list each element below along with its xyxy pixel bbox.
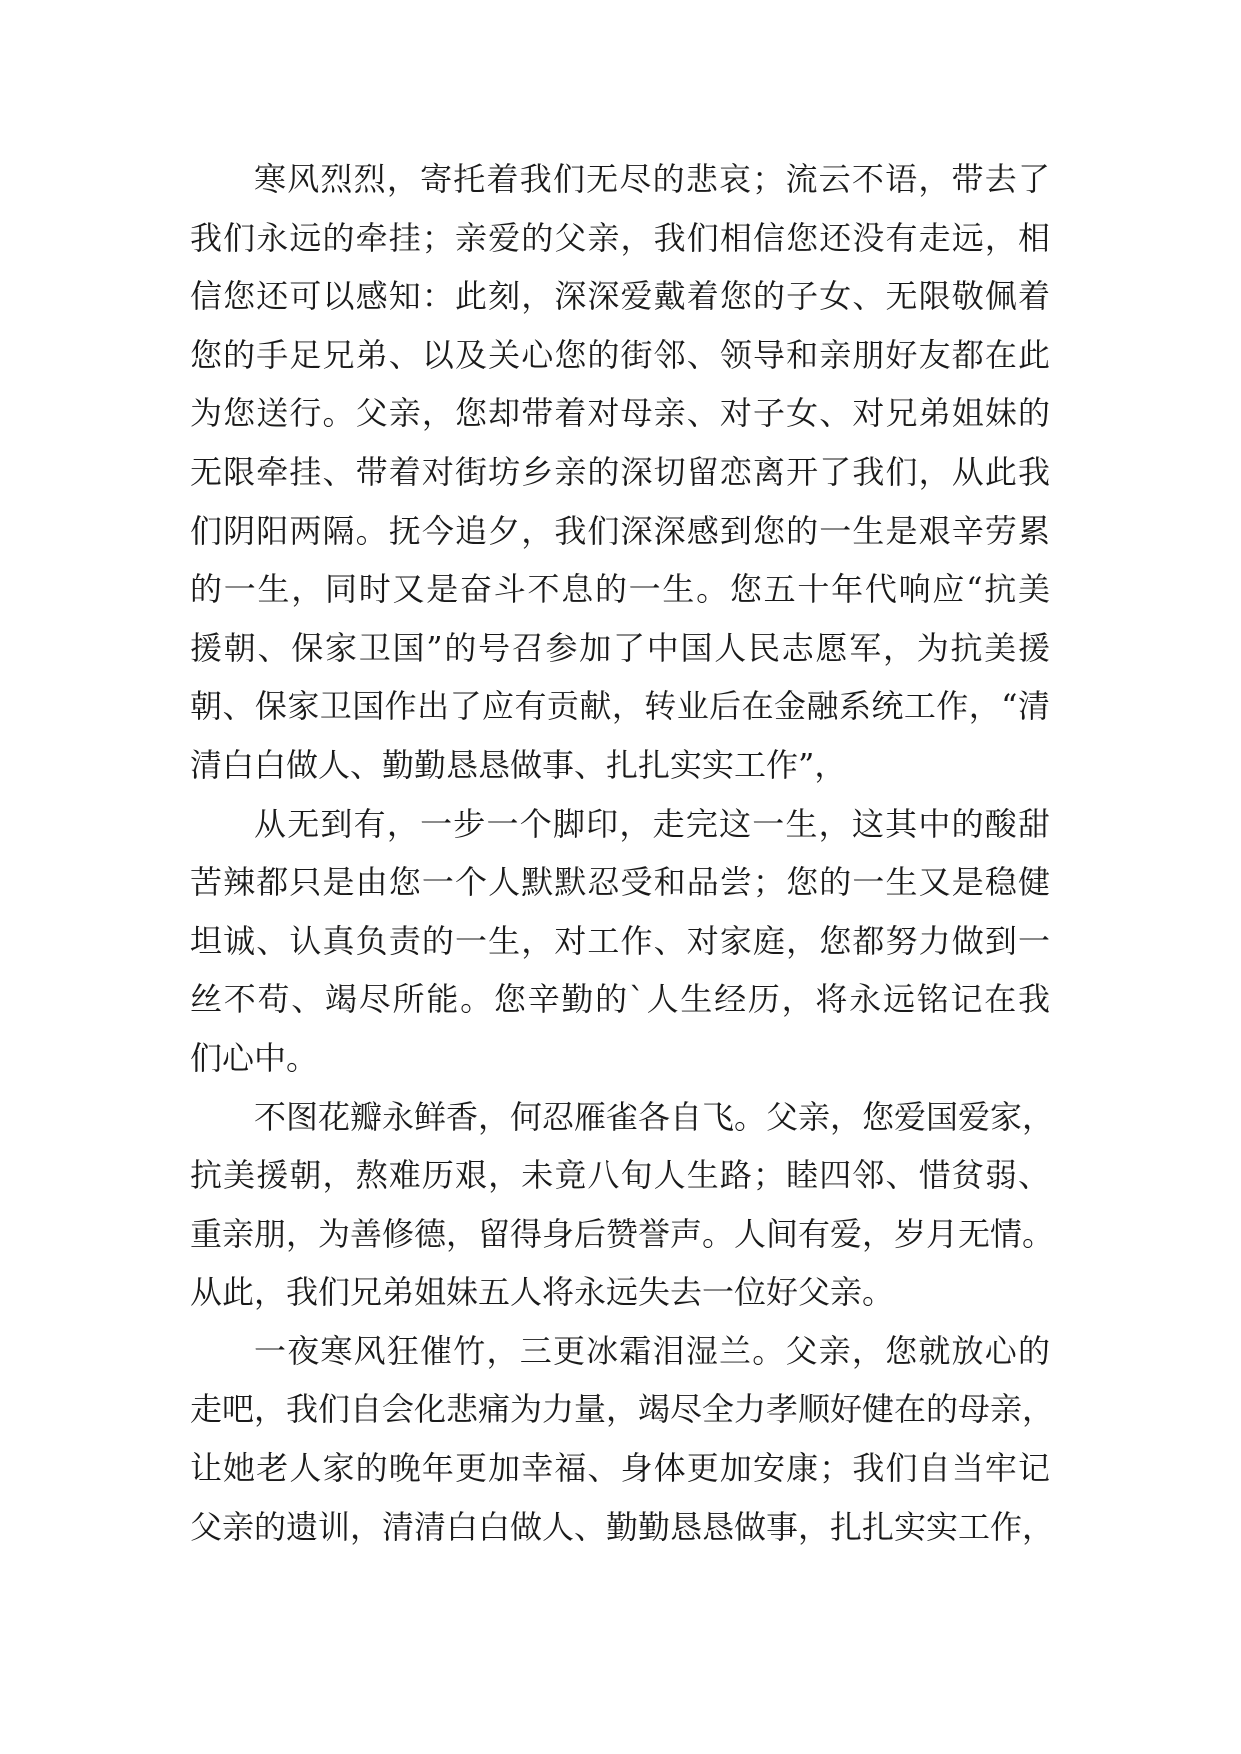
text-line: 坦诚、认真负责的一生，对工作、对家庭，您都努力做到一 xyxy=(190,921,1050,960)
text-line: 们阴阳两隔。抚今追夕，我们深深感到您的一生是艰辛劳累 xyxy=(190,511,1050,550)
text-line: 寒风烈烈，寄托着我们无尽的悲哀；流云不语，带去了 xyxy=(254,160,1050,198)
paragraph-1 xyxy=(190,150,1050,795)
text-line: 走吧，我们自会化悲痛为力量，竭尽全力孝顺好健在的母亲， xyxy=(190,1390,1055,1429)
text-line: 从此，我们兄弟姐妹五人将永远失去一位好父亲。 xyxy=(190,1273,895,1312)
text-line: 苦辣都只是由您一个人默默忍受和品尝；您的一生又是稳健 xyxy=(190,863,1050,902)
text-line: 们心中。 xyxy=(190,1038,319,1077)
text-line: 信您还可以感知：此刻，深深爱戴着您的子女、无限敬佩着 xyxy=(190,277,1050,316)
document-body xyxy=(190,150,1055,1556)
text-line: 援朝、保家卫国”的号召参加了中国人民志愿军，为抗美援 xyxy=(190,628,1050,667)
text-line: 为您送行。父亲，您却带着对母亲、对子女、对兄弟姐妹的 xyxy=(190,394,1050,433)
text-line: 朝、保家卫国作出了应有贡献，转业后在金融系统工作，“清 xyxy=(190,687,1050,726)
text-line: 您的手足兄弟、以及关心您的街邻、领导和亲朋好友都在此 xyxy=(190,335,1050,374)
text-line: 抗美援朝，熬难历艰，未竟八旬人生路；睦四邻、惜贫弱、 xyxy=(190,1156,1050,1195)
paragraph-4 xyxy=(190,1322,1055,1556)
text-line: 清白白做人、勤勤恳恳做事、扎扎实实工作”， xyxy=(190,745,847,784)
text-line: 丝不苟、竭尽所能。您辛勤的`人生经历，将永远铭记在我 xyxy=(190,980,1050,1019)
text-line: 重亲朋，为善修德，留得身后赞誉声。人间有爱，岁月无情。 xyxy=(190,1214,1055,1253)
text-line: 无限牵挂、带着对街坊乡亲的深切留恋离开了我们，从此我 xyxy=(190,452,1050,491)
text-line: 父亲的遗训，清清白白做人、勤勤恳恳做事，扎扎实实工作， xyxy=(190,1507,1055,1546)
text-line: 不图花瓣永鲜香，何忍雁雀各自飞。父亲，您爱国爱家， xyxy=(254,1097,1055,1136)
text-line: 的一生，同时又是奋斗不息的一生。您五十年代响应“抗美 xyxy=(190,570,1050,609)
text-line: 从无到有，一步一个脚印，走完这一生，这其中的酸甜 xyxy=(254,804,1050,843)
text-line: 我们永远的牵挂；亲爱的父亲，我们相信您还没有走远，相 xyxy=(190,218,1050,257)
text-line: 一夜寒风狂催竹，三更冰霜泪湿兰。父亲，您就放心的 xyxy=(254,1331,1050,1370)
paragraph-3 xyxy=(190,1088,1055,1322)
text-line: 让她老人家的晚年更加幸福、身体更加安康；我们自当牢记 xyxy=(190,1449,1050,1488)
paragraph-2 xyxy=(190,795,1050,1088)
